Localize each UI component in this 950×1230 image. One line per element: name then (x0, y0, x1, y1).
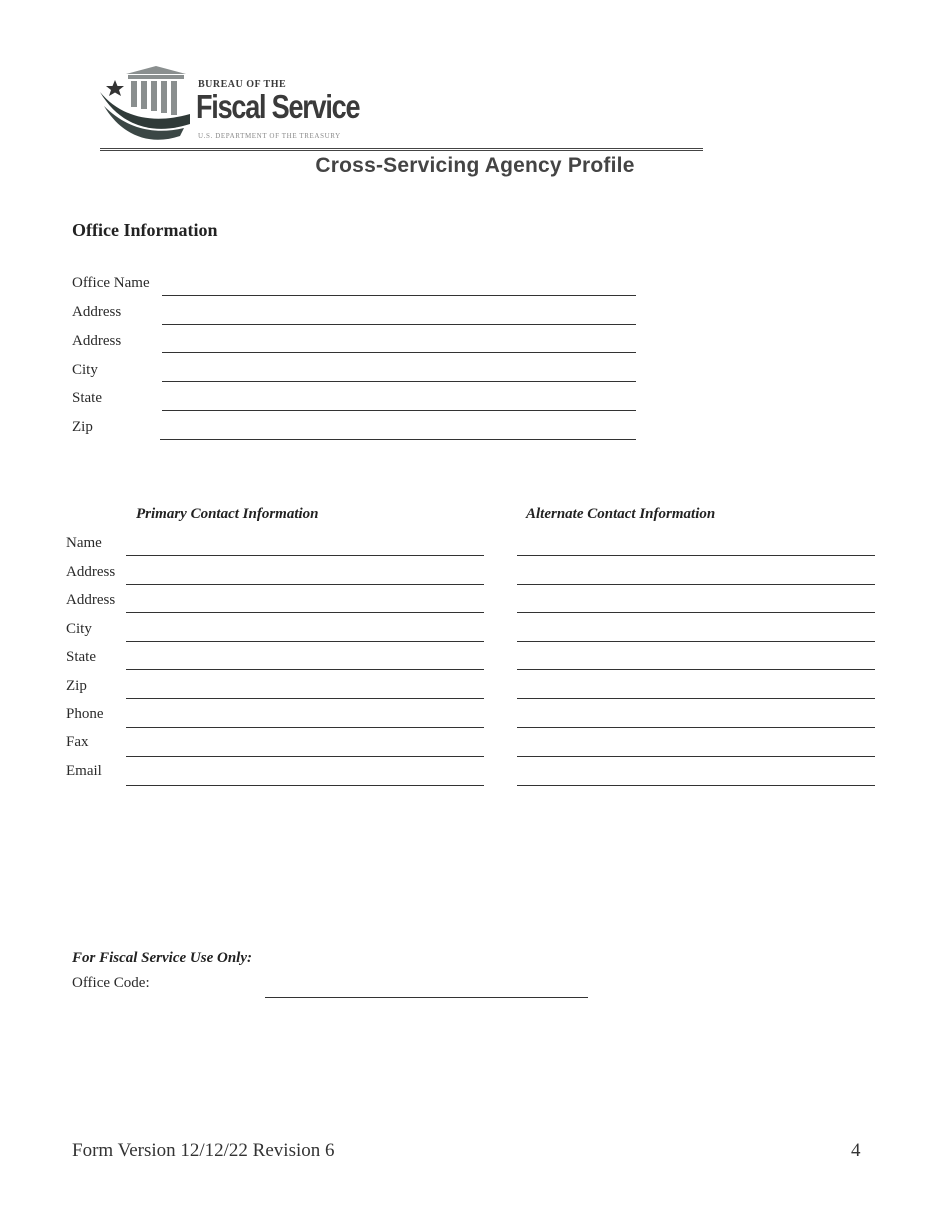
alternate-address2-field[interactable] (517, 612, 875, 613)
alternate-fax-field[interactable] (517, 756, 875, 757)
alternate-phone-field[interactable] (517, 727, 875, 728)
contact-address2-label: Address (66, 592, 116, 608)
contact-zip-label: Zip (66, 678, 87, 694)
alternate-name-field[interactable] (517, 555, 875, 556)
primary-address1-field[interactable] (126, 584, 484, 585)
primary-name-field[interactable] (126, 555, 484, 556)
form-title (0, 154, 950, 178)
office-address2-label: Address (72, 333, 122, 349)
office-zip-label: Zip (72, 419, 93, 435)
treasury-building-icon (98, 64, 194, 146)
office-state-field[interactable] (162, 410, 636, 411)
fiscal-service-logo (98, 64, 368, 146)
form-title-text: Cross-Servicing Agency Profile (315, 154, 635, 177)
contact-state-label: State (66, 649, 96, 665)
header-divider (100, 148, 703, 151)
logo-department-text: U.S. DEPARTMENT OF THE TREASURY (198, 132, 341, 140)
contact-fax-label: Fax (66, 734, 89, 750)
primary-fax-field[interactable] (126, 756, 484, 757)
office-address2-field[interactable] (162, 352, 636, 353)
office-address1-label: Address (72, 304, 122, 320)
alternate-contact-heading: Alternate Contact Information (526, 506, 716, 522)
contact-name-label: Name (66, 535, 102, 551)
alternate-address1-field[interactable] (517, 584, 875, 585)
primary-contact-heading: Primary Contact Information (136, 506, 319, 522)
alternate-zip-field[interactable] (517, 698, 875, 699)
alternate-city-field[interactable] (517, 641, 875, 642)
primary-zip-field[interactable] (126, 698, 484, 699)
office-name-label: Office Name (72, 275, 150, 291)
primary-address2-field[interactable] (126, 612, 484, 613)
alternate-email-field[interactable] (517, 785, 875, 786)
primary-state-field[interactable] (126, 669, 484, 670)
office-information-heading: Office Information (72, 220, 218, 240)
alternate-state-field[interactable] (517, 669, 875, 670)
logo-bureau-text: BUREAU OF THE (198, 79, 287, 90)
contact-address1-label: Address (66, 564, 116, 580)
primary-email-field[interactable] (126, 785, 484, 786)
logo-fiscal-service-text: Fiscal Service (196, 88, 360, 125)
form-version: Form Version 12/12/22 Revision 6 (72, 1140, 335, 1161)
office-city-field[interactable] (162, 381, 636, 382)
page-number: 4 (851, 1140, 861, 1161)
office-state-label: State (72, 390, 102, 406)
office-zip-field[interactable] (160, 439, 636, 440)
primary-city-field[interactable] (126, 641, 484, 642)
fiscal-use-heading: For Fiscal Service Use Only: (72, 950, 252, 966)
office-code-label: Office Code: (72, 975, 150, 991)
office-code-field[interactable] (265, 997, 588, 998)
contact-email-label: Email (66, 763, 102, 779)
primary-phone-field[interactable] (126, 727, 484, 728)
office-name-field[interactable] (162, 295, 636, 296)
office-city-label: City (72, 362, 98, 378)
contact-phone-label: Phone (66, 706, 104, 722)
office-address1-field[interactable] (162, 324, 636, 325)
contact-city-label: City (66, 621, 92, 637)
